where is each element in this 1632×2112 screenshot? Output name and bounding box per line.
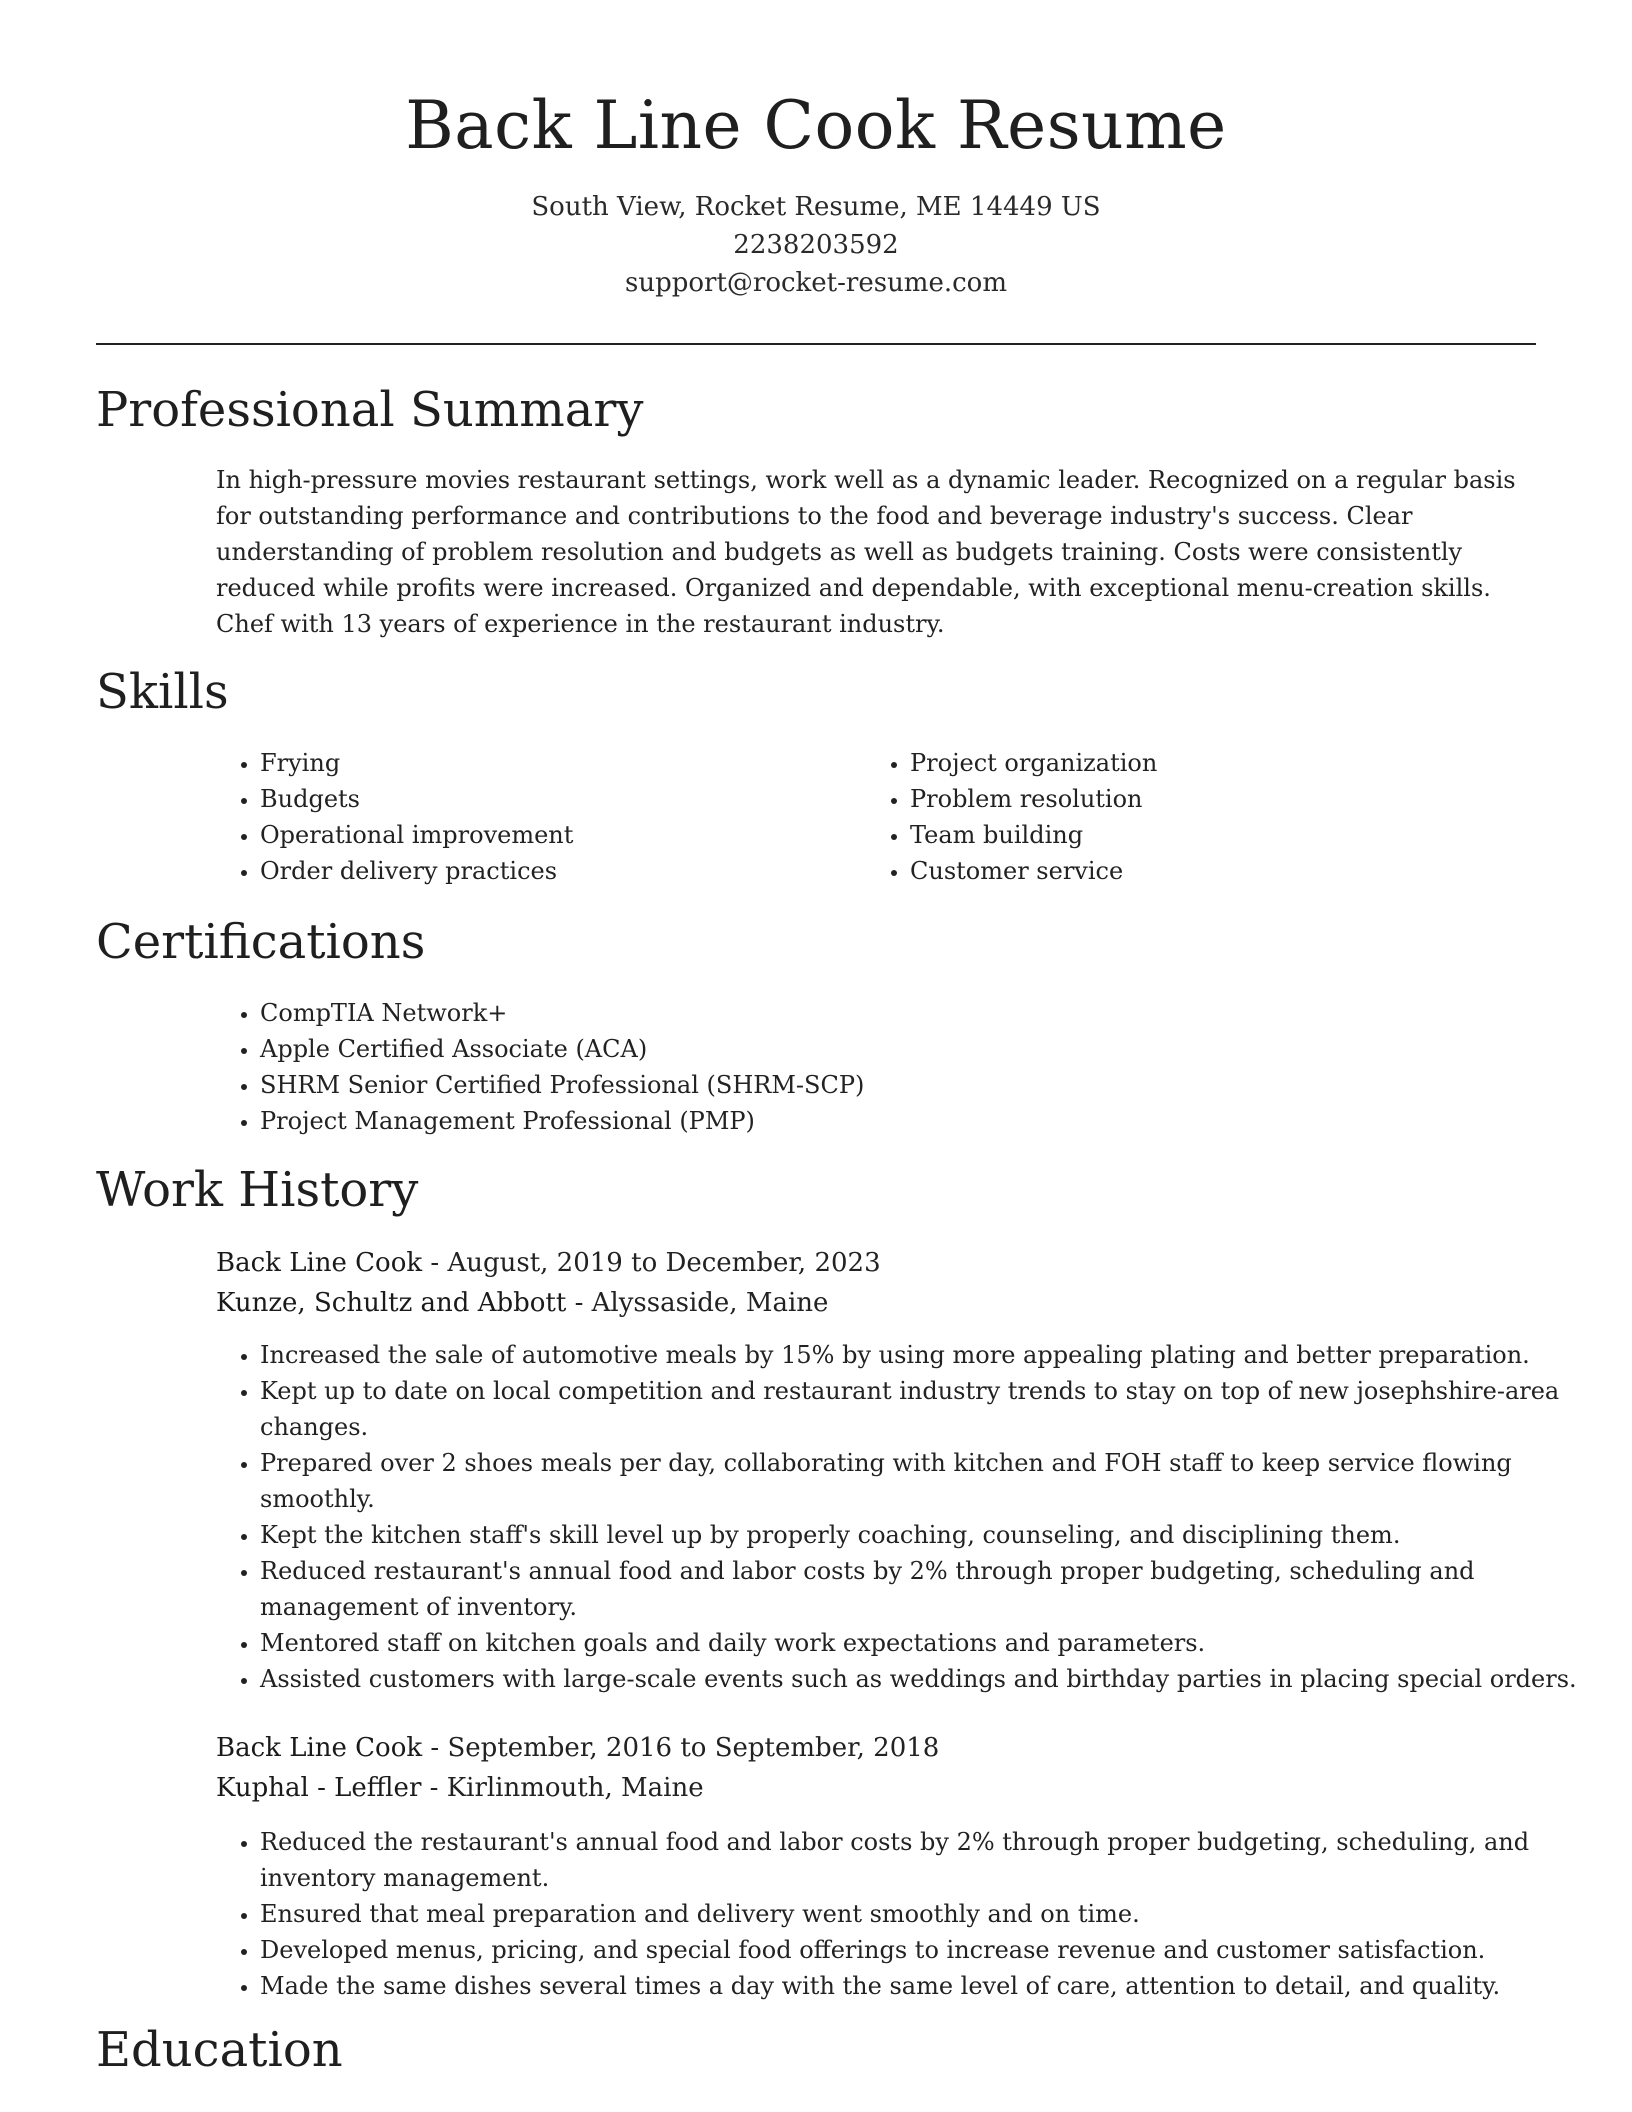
header-divider xyxy=(96,343,1536,345)
job-location: Kirlinmouth, Maine xyxy=(446,1773,704,1803)
job-bullet: • Developed menus, pricing, and special food offerings to increase revenue and customer satisfaction. xyxy=(260,1932,1590,1968)
job-bullet: • Assisted customers with large-scale events such as weddings and birthday parties in placing special orders. xyxy=(260,1661,1590,1697)
job-bullets xyxy=(216,1824,1590,2004)
certification-item: • Project Management Professional (PMP) xyxy=(260,1103,1260,1139)
job-bullet: • Kept the kitchen staff's skill level up by properly coaching, counseling, and disciplining them. xyxy=(260,1517,1590,1553)
job-company: Kuphal - Leffler xyxy=(216,1773,422,1803)
skills-list-right xyxy=(866,745,1510,889)
skill-item: • Frying xyxy=(260,745,860,781)
job-bullet: • Kept up to date on local competition and restaurant industry trends to stay on top of new josephshire-area changes. xyxy=(260,1373,1590,1445)
job-role: Back Line Cook xyxy=(216,1248,423,1278)
job-dates: September, 2016 to September, 2018 xyxy=(447,1733,940,1763)
certification-item: • Apple Certified Associate (ACA) xyxy=(260,1031,1260,1067)
contact-phone: 2238203592 xyxy=(733,230,899,260)
summary-text: In high-pressure movies restaurant settings, work well as a dynamic leader. Recognized on a regular basis for outstanding performance and contributions to the food and beverage industry's success. Clear understanding of problem resolution and budgets as well as budgets training. Costs were consistently reduced while profits were increased. Organized and dependable, with exceptional menu-creation skills. Chef with 13 years of experience in the restaurant industry. xyxy=(216,466,1516,638)
job-company-line xyxy=(216,1283,828,1323)
separator: - xyxy=(422,1248,448,1278)
job-bullet: • Mentored staff on kitchen goals and daily work expectations and parameters. xyxy=(260,1625,1590,1661)
section-title-skills: Skills xyxy=(96,664,229,720)
resume-title: Back Line Cook Resume xyxy=(405,87,1227,164)
certifications-list xyxy=(216,995,1260,1139)
job-dates: August, 2019 to December, 2023 xyxy=(447,1248,881,1278)
section-title-education: Education xyxy=(96,2022,343,2078)
job-bullet: • Made the same dishes several times a day with the same level of care, attention to detail, and quality. xyxy=(260,1968,1590,2004)
skill-item: • Project organization xyxy=(910,745,1510,781)
section-title-summary: Professional Summary xyxy=(96,382,644,438)
skill-item: • Budgets xyxy=(260,781,860,817)
skill-item: • Problem resolution xyxy=(910,781,1510,817)
certification-item: • SHRM Senior Certified Professional (SHRM-SCP) xyxy=(260,1067,1260,1103)
job-role: Back Line Cook xyxy=(216,1733,423,1763)
resume-header xyxy=(0,0,1632,302)
job-bullet: • Reduced restaurant's annual food and labor costs by 2% through proper budgeting, scheduling and management of inventory. xyxy=(260,1553,1590,1625)
separator: - xyxy=(566,1288,592,1318)
job-company-line xyxy=(216,1768,704,1808)
job-bullet: • Reduced the restaurant's annual food and labor costs by 2% through proper budgeting, scheduling, and inventory management. xyxy=(260,1824,1590,1896)
certification-item: • CompTIA Network+ xyxy=(260,995,1260,1031)
job-title-line xyxy=(216,1243,881,1283)
contact-address: South View, Rocket Resume, ME 14449 US xyxy=(531,192,1101,222)
job-bullet: • Prepared over 2 shoes meals per day, collaborating with kitchen and FOH staff to keep service flowing smoothly. xyxy=(260,1445,1590,1517)
separator: - xyxy=(422,1733,448,1763)
section-title-work-history: Work History xyxy=(96,1162,419,1218)
skills-list-left xyxy=(216,745,860,889)
section-title-certifications: Certifications xyxy=(96,914,426,970)
separator: - xyxy=(421,1773,447,1803)
skill-item: • Customer service xyxy=(910,853,1510,889)
job-title-line xyxy=(216,1728,939,1768)
job-company: Kunze, Schultz and Abbott xyxy=(216,1288,567,1318)
skill-item: • Order delivery practices xyxy=(260,853,860,889)
skill-item: • Team building xyxy=(910,817,1510,853)
job-bullet: • Ensured that meal preparation and delivery went smoothly and on time. xyxy=(260,1896,1590,1932)
contact-block xyxy=(0,188,1632,302)
job-bullet: • Increased the sale of automotive meals by 15% by using more appealing plating and better preparation. xyxy=(260,1337,1590,1373)
skill-item: • Operational improvement xyxy=(260,817,860,853)
job-bullets xyxy=(216,1337,1590,1697)
job-location: Alyssaside, Maine xyxy=(591,1288,829,1318)
contact-email: support@rocket-resume.com xyxy=(624,268,1007,298)
